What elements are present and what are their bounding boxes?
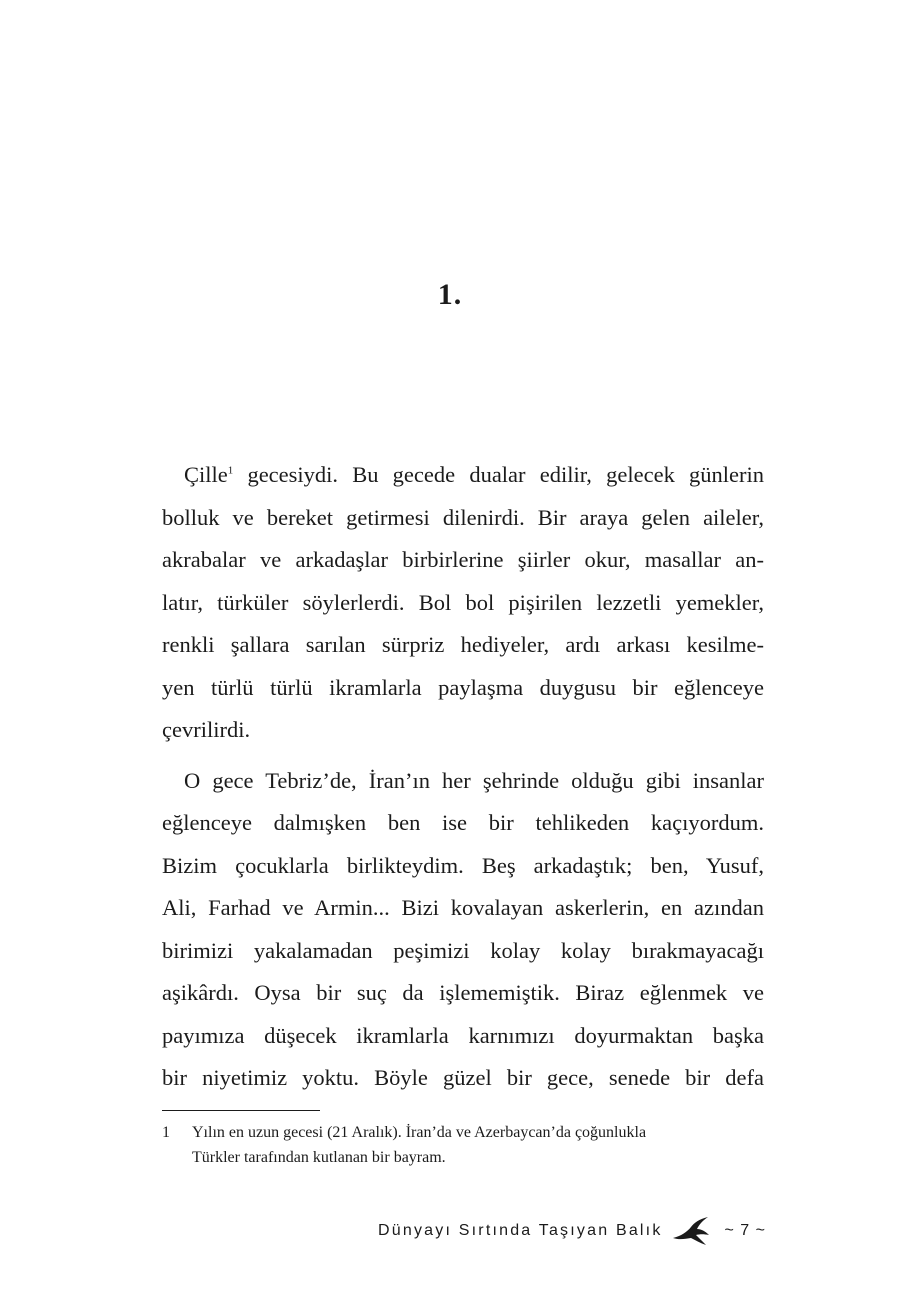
footnote [162,1120,764,1170]
paragraph-line: renkli şallara sarılan sürpriz hediyeler, ardı arkası kesilme- [162,632,764,657]
paragraph-line: çevrilirdi. [162,717,251,742]
paragraph-line: payımıza düşecek ikramlarla karnımızı doyurmaktan başka [162,1022,764,1048]
paragraph-spacer [162,752,764,760]
swallow-bird-icon [671,1216,711,1246]
page-number: ~ 7 ~ [724,1222,766,1239]
paragraph-line: birimizi yakalamadan peşimizi kolay kolay bırakmayacağı [162,937,764,963]
paragraph-line: yen türlü türlü ikramlarla paylaşma duygusu bir eğlenceye [162,674,764,700]
chapter-number: 1. [437,278,463,311]
footnote-reference[interactable]: 1 [227,464,234,477]
book-title: Dünyayı Sırtında Taşıyan Balık [378,1222,663,1239]
paragraph-line: Bizim çocuklarla birlikteydim. Beş arkadaştık; ben, Yusuf, [162,852,764,878]
paragraph-line: Ali, Farhad ve Armin... Bizi kovalayan askerlerin, en azından [162,895,764,920]
paragraph-line [162,454,764,497]
first-line-rest: gecesiydi. Bu gecede dualar edilir, gelecek günlerin [233,462,764,487]
paragraph-1 [162,454,764,752]
running-footer [0,1216,766,1246]
footnote-line: Türkler tarafından kutlanan bir bayram. [192,1149,446,1166]
paragraph-2 [162,760,764,1100]
paragraph-line: O gece Tebriz’de, İran’ın her şehrinde olduğu gibi insanlar [184,767,764,793]
paragraph-line: bolluk ve bereket getirmesi dilenirdi. Bir araya gelen aileler, [162,504,764,530]
footnote-divider [162,1110,320,1111]
first-word: Çille [184,462,228,487]
footnote-number: 1 [162,1124,170,1141]
paragraph-line: akrabalar ve arkadaşlar birbirlerine şiirler okur, masallar an- [162,547,764,572]
paragraph-line: aşikârdı. Oysa bir suç da işlememiştik. Biraz eğlenmek ve [162,980,764,1005]
paragraph-line: latır, türküler söylerlerdi. Bol bol pişirilen lezzetli yemekler, [162,589,764,615]
paragraph-line: bir niyetimiz yoktu. Böyle güzel bir gece, senede bir defa [162,1065,764,1090]
paragraph-line: eğlenceye dalmışken ben ise bir tehlikeden kaçıyordum. [162,810,764,835]
body-text [162,454,764,1100]
footnote-line: Yılın en uzun gecesi (21 Aralık). İran’da ve Azerbaycan’da çoğunlukla [192,1124,647,1141]
